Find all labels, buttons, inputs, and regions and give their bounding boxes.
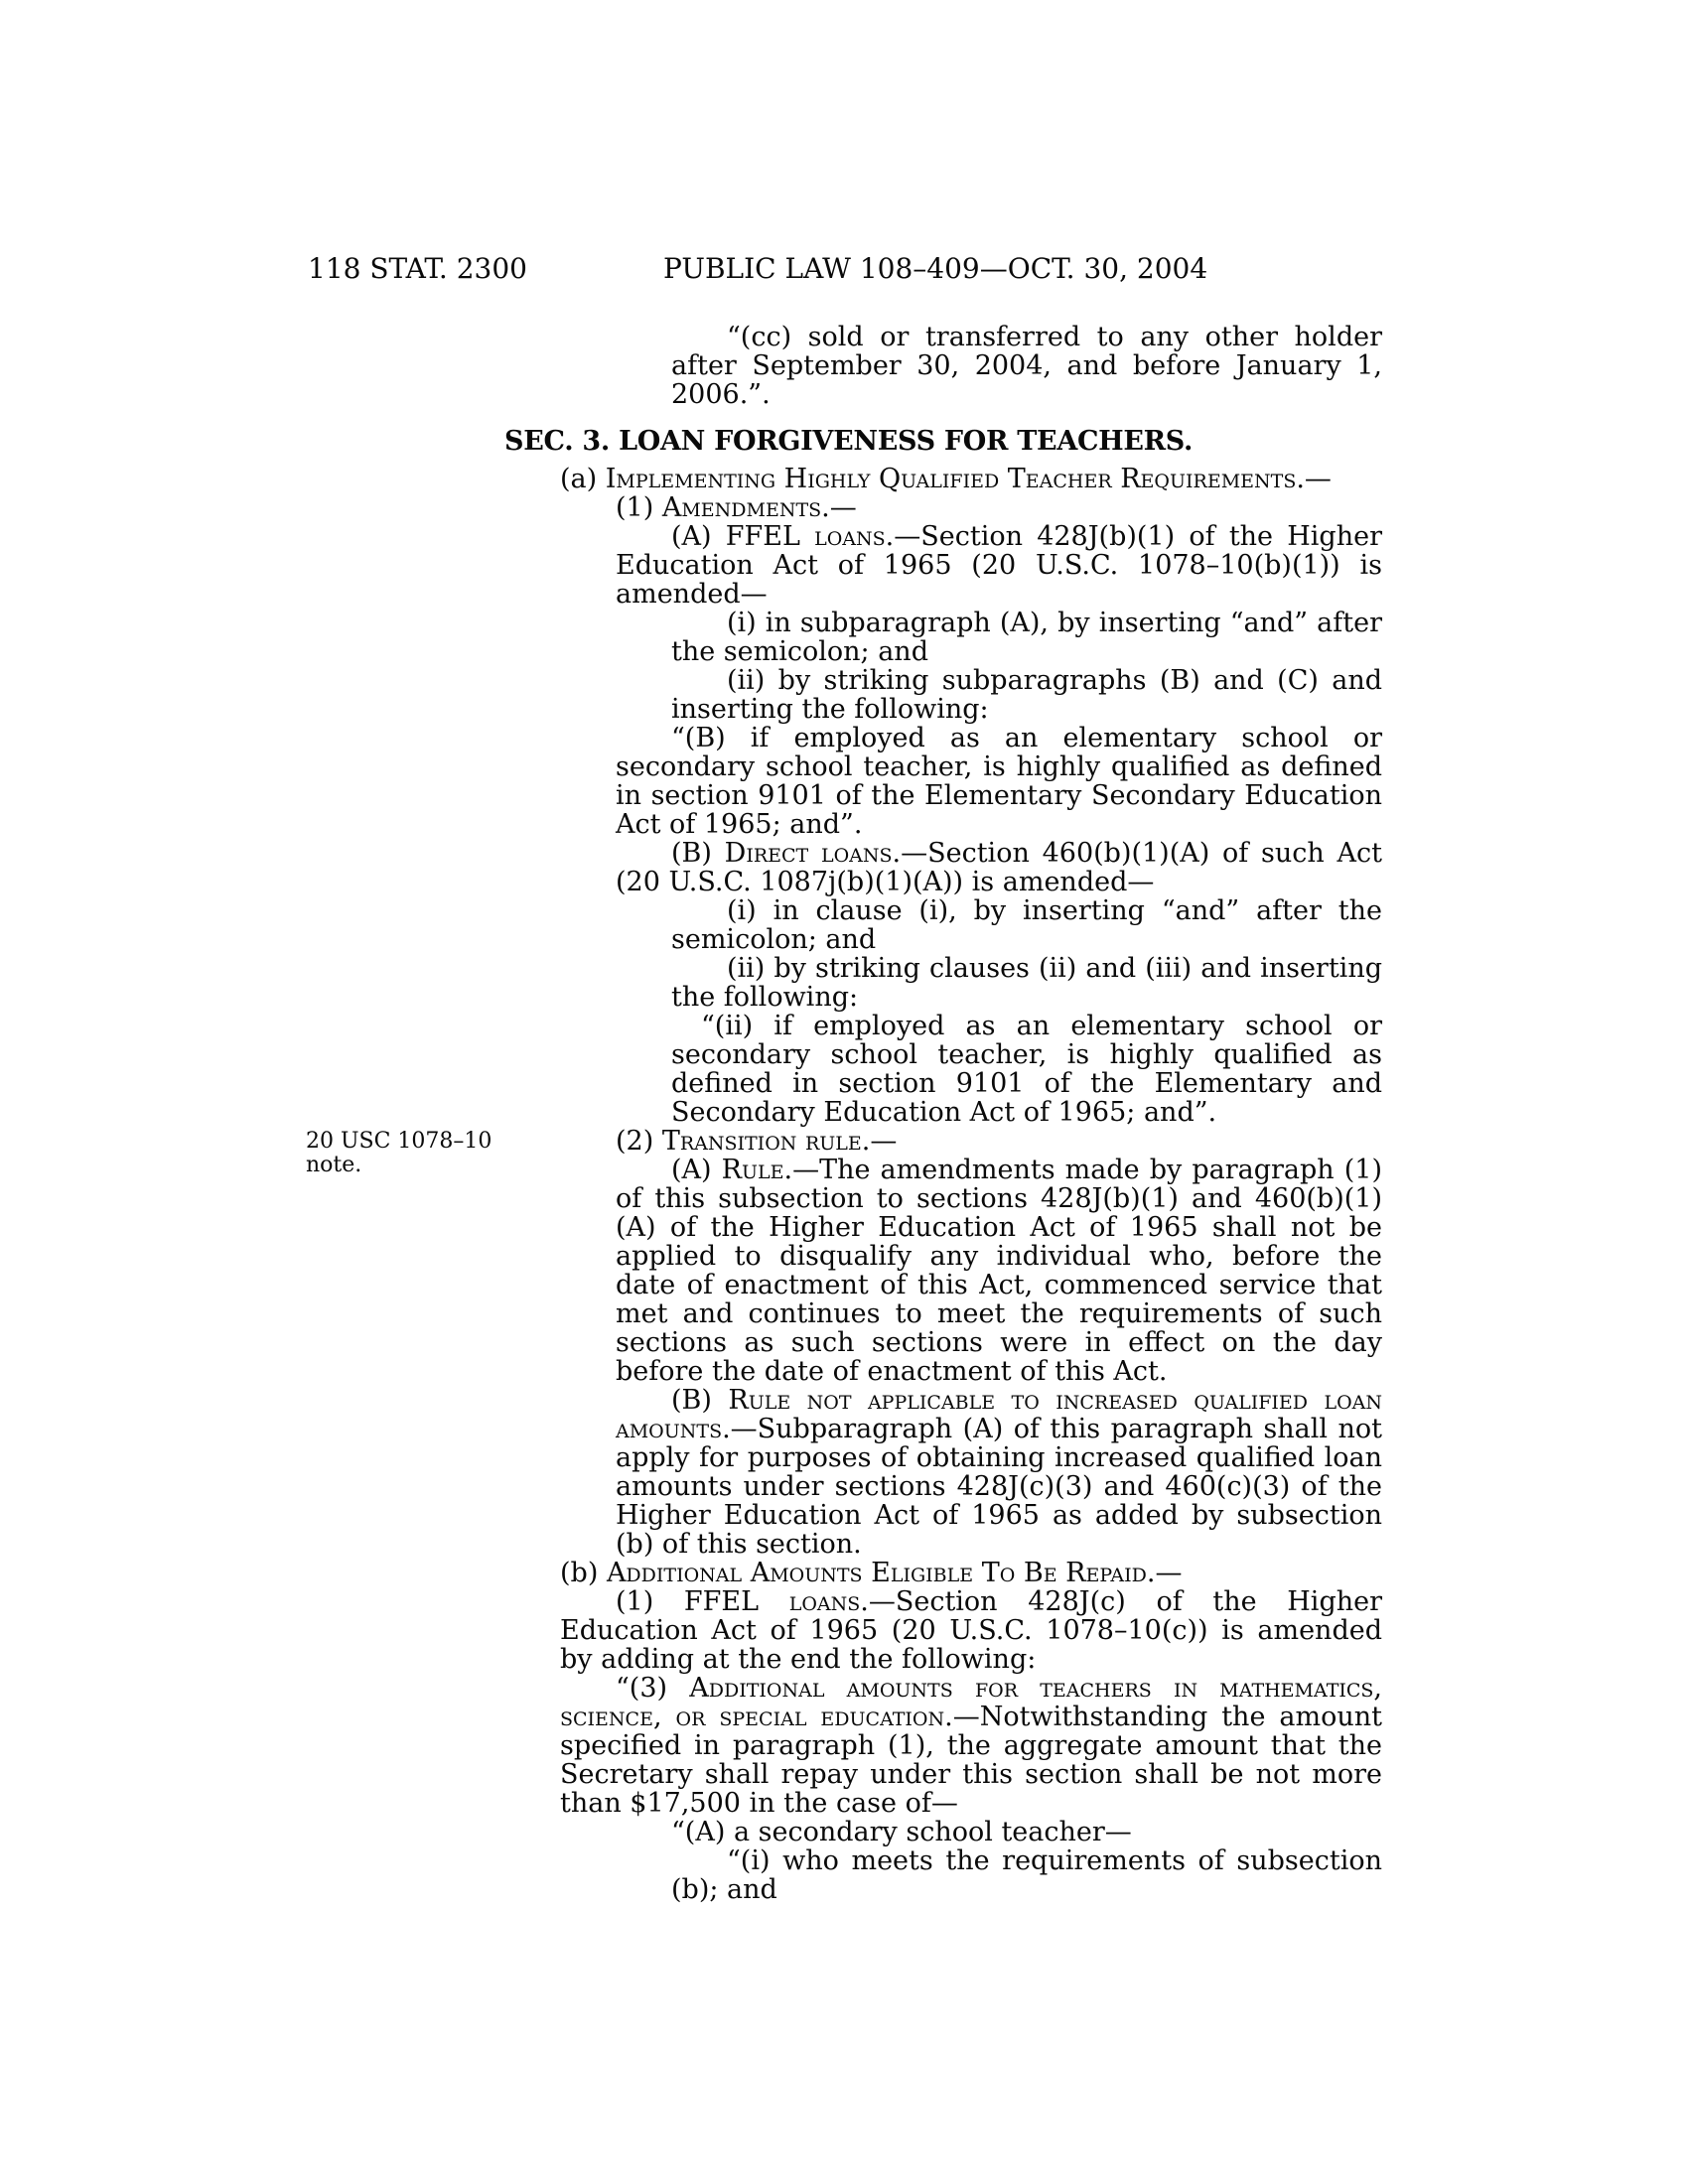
subparagraph-1A: [616, 522, 1382, 609]
body-text: .—Subparagraph (A) of this paragraph shall not apply for purposes of obtaining increased qualified loan amounts under sections 428J(c)(3) and 460(c)(3) of the Higher Education Act of 1965 as added by subsection (b) of this section.: [616, 1414, 1382, 1560]
enum-label: (B): [671, 1385, 729, 1416]
quoted-subparagraph-A: “(A) a secondary school teacher—: [671, 1817, 1132, 1847]
statute-body-column: [504, 323, 1382, 1904]
smallcaps-heading: FFEL loans: [725, 521, 886, 552]
subsection-a: [504, 465, 1382, 493]
smallcaps-heading: Rule not applicable to increased qualified loan amounts: [616, 1385, 1382, 1444]
smallcaps-heading: FFEL loans: [683, 1586, 861, 1617]
smallcaps-heading: Direct loans: [724, 838, 893, 869]
paragraph-1: [560, 493, 1382, 522]
smallcaps-heading: Additional amounts for teachers in mathematics, science, or special education: [560, 1673, 1383, 1732]
section-heading: SEC. 3. LOAN FORGIVENESS FOR TEACHERS.: [504, 426, 1194, 457]
clause-1B-i: (i) in clause (i), by inserting “and” after the semicolon; and: [671, 895, 1382, 955]
subparagraph-2B: [616, 1386, 1382, 1559]
quoted-clause-ii: “(ii) if employed as an elementary school or secondary school teacher, is highly qualified as defined in section 9101 of the Elementary and Secondary Education Act of 1965; and”.: [671, 1011, 1382, 1128]
quoted-clause-i: “(i) who meets the requirements of subsection (b); and: [671, 1845, 1382, 1905]
enum-label: (A): [671, 521, 726, 552]
enum-label: (B): [671, 838, 725, 869]
body-text: .—: [821, 492, 857, 523]
body-text: .—Section 428J(c) of the Higher Education Act of 1965 (20 U.S.C. 1078–10(c)) is amended by adding at the end the following:: [560, 1586, 1383, 1675]
body-text: .—: [861, 1126, 898, 1157]
enum-label: (a): [560, 464, 606, 494]
paragraph-2: [560, 1127, 1382, 1156]
body-text: .—Notwithstanding the amount specified in paragraph (1), the aggregate amount that the Secretary shall repay under this section shall be not more than $17,500 in the case of—: [560, 1702, 1382, 1819]
subparagraph-1B: [616, 839, 1382, 896]
paragraph-b1: [560, 1587, 1382, 1674]
body-text: .—Section 428J(b)(1) of the Higher Education Act of 1965 (20 U.S.C. 1078–10(b)(1)) is amended—: [616, 521, 1382, 610]
body-text: .—: [1296, 464, 1332, 494]
enum-label: (2): [616, 1126, 662, 1157]
subsection-b: [504, 1559, 1382, 1587]
enum-label: (A): [671, 1155, 722, 1185]
quoted-paragraph-3: [560, 1674, 1382, 1818]
body-text: .—: [1146, 1558, 1183, 1588]
smallcaps-heading: Amendments: [661, 492, 822, 523]
subparagraph-2A: [616, 1156, 1382, 1386]
body-text: .—Section 460(b)(1)(A) of such Act (20 U.S.C. 1087j(b)(1)(A)) is amended—: [616, 838, 1383, 897]
smallcaps-heading: Implementing Highly Qualified Teacher Requirements: [605, 464, 1297, 494]
margin-note-usc-citation: [306, 1130, 494, 1177]
page-header-stat-number: 118 STAT. 2300: [308, 252, 527, 285]
enum-label: (b): [560, 1558, 607, 1588]
clause-1A-ii: (ii) by striking subparagraphs (B) and (C) and inserting the following:: [671, 665, 1382, 725]
enum-label: (1): [616, 1586, 684, 1617]
quoted-subparagraph-B: “(B) if employed as an elementary school or secondary school teacher, is highly qualified as defined in section 9101 of the Elementary Secondary Education Act of 1965; and”.: [616, 723, 1382, 840]
clause-1A-i: (i) in subparagraph (A), by inserting “and” after the semicolon; and: [671, 608, 1382, 667]
body-text: .—The amendments made by paragraph (1) of this subsection to sections 428J(b)(1) and 460(b)(1)(A) of the Higher Education Act of 1965 shall not be applied to disqualify any individual who, before the date of enactment of this Act, commenced service that met and continues to meet the requirements of such sections as such sections were in effect on the day before the date of enactment of this Act.: [616, 1155, 1382, 1387]
page-header-law-title: PUBLIC LAW 108–409—OCT. 30, 2004: [663, 252, 1208, 285]
clause-1B-ii: (ii) by striking clauses (ii) and (iii) and inserting the following:: [671, 953, 1382, 1013]
enum-label: (1): [616, 492, 662, 523]
quoted-clause-cc: “(cc) sold or transferred to any other holder after September 30, 2004, and before January 1, 2006.”.: [671, 322, 1382, 410]
margin-note-line-2: note.: [306, 1153, 362, 1177]
enum-label: “(3): [616, 1673, 690, 1704]
smallcaps-heading: Additional Amounts Eligible To Be Repaid: [606, 1558, 1147, 1588]
smallcaps-heading: Rule: [721, 1155, 784, 1185]
smallcaps-heading: Transition rule: [661, 1126, 862, 1157]
margin-note-line-1: 20 USC 1078–10: [306, 1129, 492, 1154]
